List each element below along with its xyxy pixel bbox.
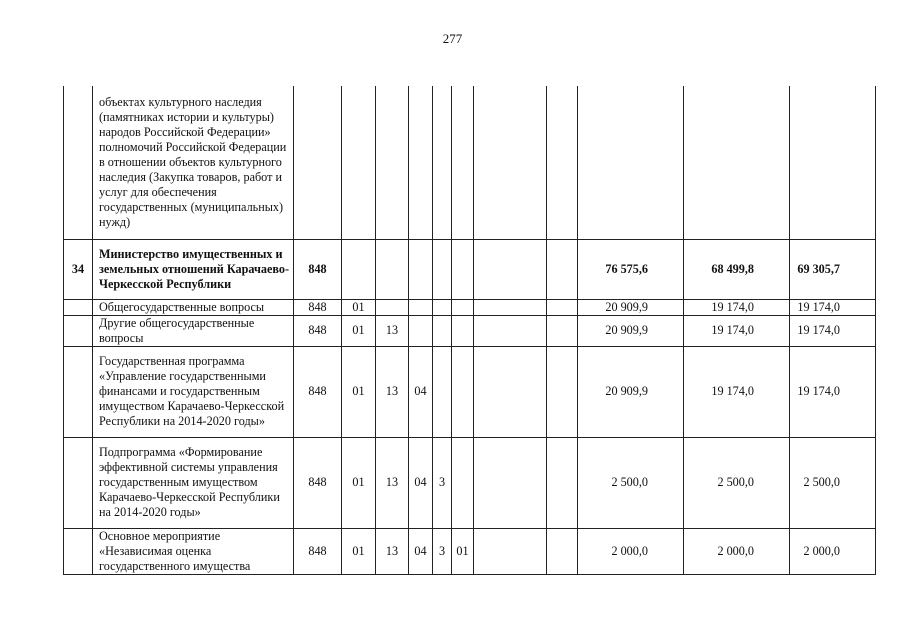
expense-type-code bbox=[547, 86, 578, 239]
measure-code bbox=[452, 299, 474, 315]
ved-code: 848 bbox=[294, 299, 342, 315]
measure-code bbox=[452, 239, 474, 299]
amount-year-3: 2 000,0 bbox=[790, 528, 876, 574]
subsection-code: 13 bbox=[376, 528, 409, 574]
program-code: 04 bbox=[409, 528, 433, 574]
amount-year-2: 19 174,0 bbox=[684, 315, 790, 346]
section-code: 01 bbox=[342, 437, 376, 528]
subprogram-code bbox=[433, 346, 452, 437]
row-number bbox=[64, 437, 93, 528]
table-row bbox=[64, 239, 876, 299]
table-row bbox=[64, 86, 876, 239]
row-description: Основное мероприятие «Независимая оценка государственного имущества bbox=[93, 528, 294, 574]
subprogram-code bbox=[433, 86, 452, 239]
section-code bbox=[342, 86, 376, 239]
subprogram-code bbox=[433, 315, 452, 346]
subprogram-code bbox=[433, 239, 452, 299]
amount-year-1: 76 575,6 bbox=[578, 239, 684, 299]
expense-type-code bbox=[547, 528, 578, 574]
direction-code bbox=[474, 437, 547, 528]
expense-type-code bbox=[547, 437, 578, 528]
section-code: 01 bbox=[342, 346, 376, 437]
table-row bbox=[64, 299, 876, 315]
amount-year-1: 2 000,0 bbox=[578, 528, 684, 574]
amount-year-2: 19 174,0 bbox=[684, 346, 790, 437]
subsection-code bbox=[376, 86, 409, 239]
expense-type-code bbox=[547, 315, 578, 346]
amount-year-1: 2 500,0 bbox=[578, 437, 684, 528]
budget-table bbox=[63, 86, 876, 575]
ved-code: 848 bbox=[294, 346, 342, 437]
expense-type-code bbox=[547, 239, 578, 299]
amount-year-2: 19 174,0 bbox=[684, 299, 790, 315]
row-description: Общегосударственные вопросы bbox=[93, 299, 294, 315]
amount-year-3: 19 174,0 bbox=[790, 315, 876, 346]
direction-code bbox=[474, 315, 547, 346]
amount-year-1: 20 909,9 bbox=[578, 315, 684, 346]
program-code bbox=[409, 299, 433, 315]
direction-code bbox=[474, 239, 547, 299]
amount-year-3: 19 174,0 bbox=[790, 346, 876, 437]
direction-code bbox=[474, 528, 547, 574]
measure-code: 01 bbox=[452, 528, 474, 574]
row-description: Государственная программа «Управление государственными финансами и государственным имуществом Карачаево-Черкесской Республики на 2014-2020 годы» bbox=[93, 346, 294, 437]
direction-code bbox=[474, 86, 547, 239]
amount-year-3: 19 174,0 bbox=[790, 299, 876, 315]
measure-code bbox=[452, 437, 474, 528]
amount-year-2 bbox=[684, 86, 790, 239]
amount-year-3: 69 305,7 bbox=[790, 239, 876, 299]
expense-type-code bbox=[547, 299, 578, 315]
program-code: 04 bbox=[409, 437, 433, 528]
measure-code bbox=[452, 346, 474, 437]
section-code bbox=[342, 239, 376, 299]
row-number bbox=[64, 299, 93, 315]
direction-code bbox=[474, 346, 547, 437]
direction-code bbox=[474, 299, 547, 315]
subsection-code: 13 bbox=[376, 346, 409, 437]
ved-code: 848 bbox=[294, 528, 342, 574]
program-code bbox=[409, 239, 433, 299]
subprogram-code: 3 bbox=[433, 437, 452, 528]
amount-year-2: 68 499,8 bbox=[684, 239, 790, 299]
amount-year-1 bbox=[578, 86, 684, 239]
ved-code: 848 bbox=[294, 437, 342, 528]
measure-code bbox=[452, 86, 474, 239]
table-row bbox=[64, 346, 876, 437]
section-code: 01 bbox=[342, 528, 376, 574]
row-description: Подпрограмма «Формирование эффективной системы управления государственным имуществом Карачаево-Черкесской Республики на 2014-2020 годы» bbox=[93, 437, 294, 528]
row-number bbox=[64, 346, 93, 437]
subsection-code bbox=[376, 299, 409, 315]
amount-year-2: 2 500,0 bbox=[684, 437, 790, 528]
ved-code bbox=[294, 86, 342, 239]
table-row bbox=[64, 528, 876, 574]
table-row bbox=[64, 437, 876, 528]
subprogram-code: 3 bbox=[433, 528, 452, 574]
amount-year-2: 2 000,0 bbox=[684, 528, 790, 574]
program-code: 04 bbox=[409, 346, 433, 437]
row-number bbox=[64, 315, 93, 346]
amount-year-3 bbox=[790, 86, 876, 239]
subsection-code: 13 bbox=[376, 315, 409, 346]
ved-code: 848 bbox=[294, 239, 342, 299]
row-number bbox=[64, 86, 93, 239]
measure-code bbox=[452, 315, 474, 346]
program-code bbox=[409, 315, 433, 346]
row-number: 34 bbox=[64, 239, 93, 299]
amount-year-1: 20 909,9 bbox=[578, 346, 684, 437]
row-number bbox=[64, 528, 93, 574]
table-row bbox=[64, 315, 876, 346]
amount-year-3: 2 500,0 bbox=[790, 437, 876, 528]
row-description: объектах культурного наследия (памятниках истории и культуры) народов Российской Федерации» полномочий Российской Федерации в отношении объектов культурного наследия (Закупка товаров, работ и услуг для обеспечения государственных (муниципальных) нужд) bbox=[93, 86, 294, 239]
program-code bbox=[409, 86, 433, 239]
page-number: 277 bbox=[442, 31, 463, 46]
row-description: Министерство имущественных и земельных отношений Карачаево-Черкесской Республики bbox=[93, 239, 294, 299]
subsection-code: 13 bbox=[376, 437, 409, 528]
expense-type-code bbox=[547, 346, 578, 437]
amount-year-1: 20 909,9 bbox=[578, 299, 684, 315]
section-code: 01 bbox=[342, 299, 376, 315]
ved-code: 848 bbox=[294, 315, 342, 346]
subsection-code bbox=[376, 239, 409, 299]
section-code: 01 bbox=[342, 315, 376, 346]
row-description: Другие общегосударственные вопросы bbox=[93, 315, 294, 346]
subprogram-code bbox=[433, 299, 452, 315]
